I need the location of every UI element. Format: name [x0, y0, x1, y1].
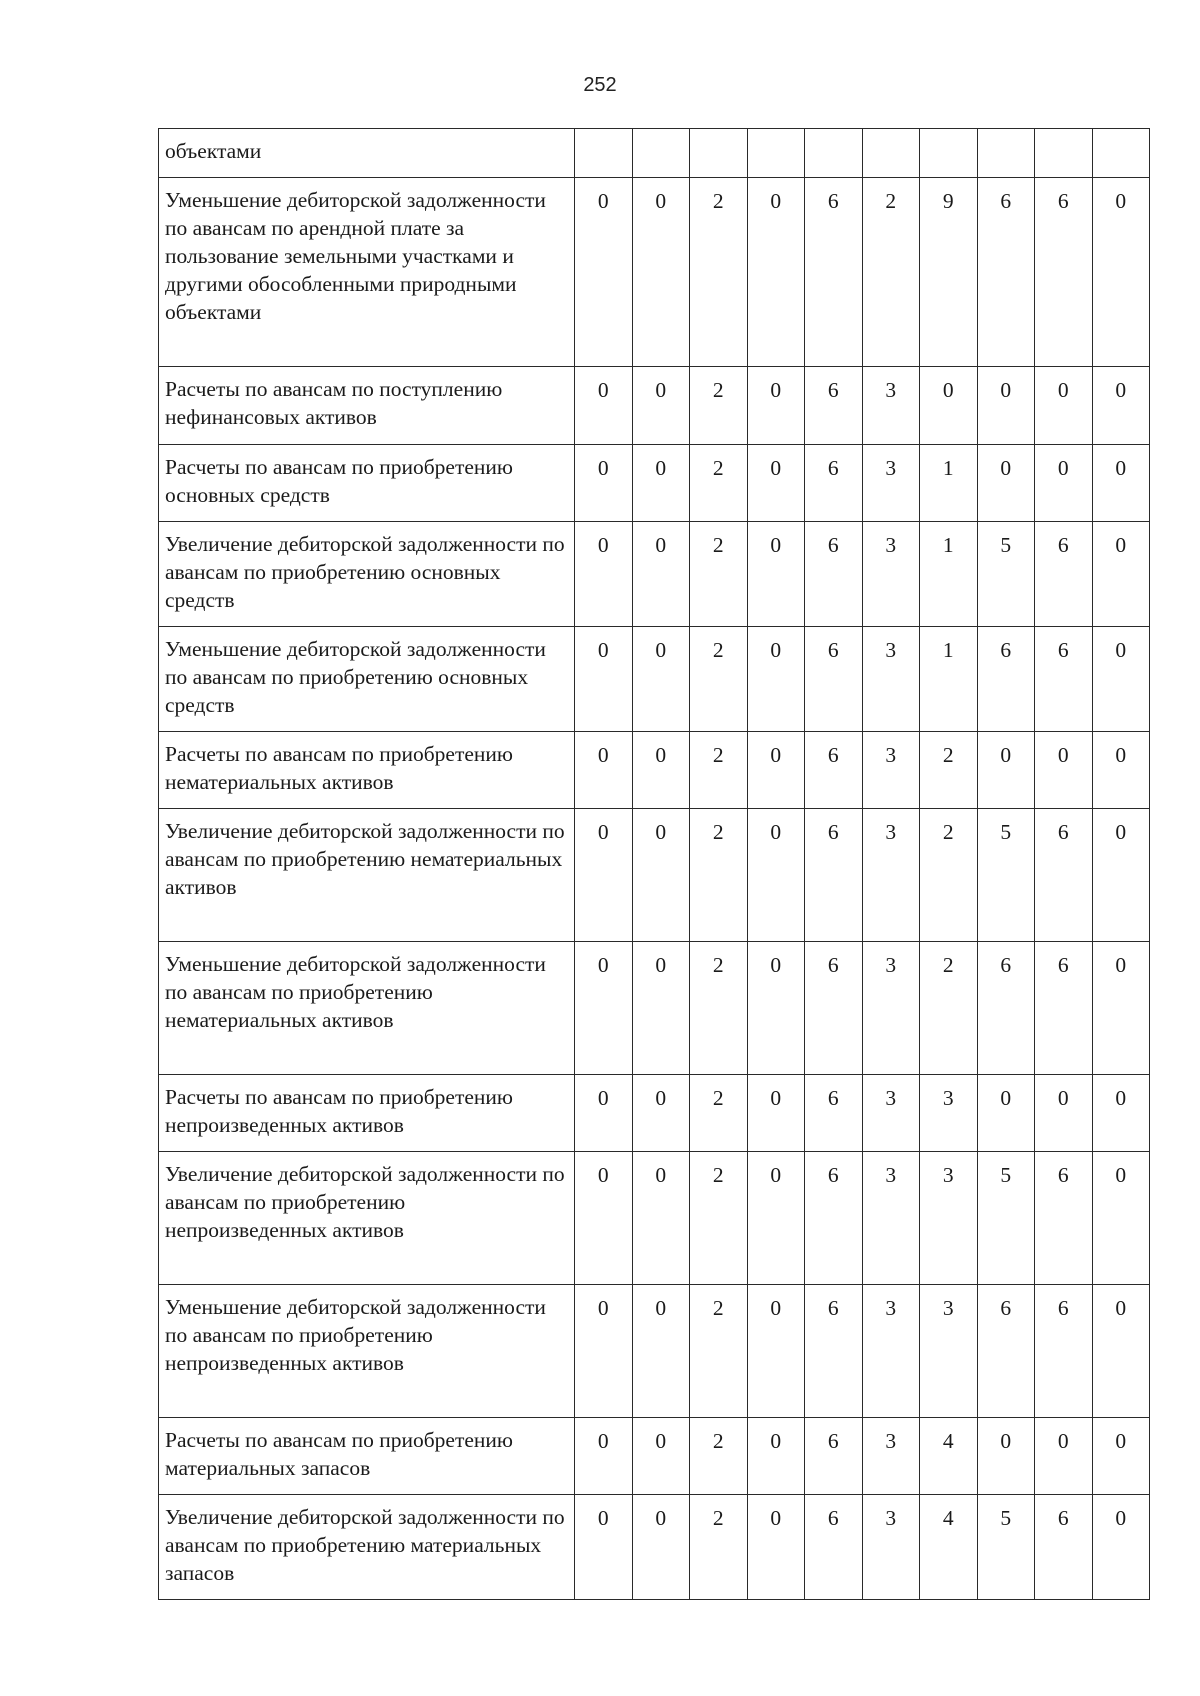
code-digit: 0 [747, 367, 805, 445]
row-label: Уменьшение дебиторской задолженности по авансам по приобретению непроизведенных активов [159, 1285, 575, 1418]
code-digit: 3 [862, 1285, 920, 1418]
code-digit: 2 [862, 178, 920, 367]
code-digit: 3 [862, 522, 920, 627]
code-digit: 0 [1092, 1418, 1150, 1495]
code-digit: 0 [632, 1495, 690, 1600]
code-digit: 3 [920, 1152, 978, 1285]
code-digit [862, 129, 920, 178]
code-digit: 0 [575, 1152, 633, 1285]
code-digit: 0 [632, 522, 690, 627]
code-digit: 0 [575, 445, 633, 522]
code-digit: 0 [1092, 522, 1150, 627]
code-digit: 6 [1035, 809, 1093, 942]
code-digit: 0 [977, 367, 1035, 445]
row-label: Увеличение дебиторской задолженности по авансам по приобретению непроизведенных активов [159, 1152, 575, 1285]
code-digit: 0 [920, 367, 978, 445]
code-digit: 3 [862, 367, 920, 445]
code-digit: 2 [690, 1285, 748, 1418]
code-digit: 6 [977, 942, 1035, 1075]
code-digit: 3 [862, 1152, 920, 1285]
code-digit: 0 [1092, 1152, 1150, 1285]
code-digit [575, 129, 633, 178]
row-label: Увеличение дебиторской задолженности по авансам по приобретению нематериальных активов [159, 809, 575, 942]
code-digit [632, 129, 690, 178]
code-digit: 0 [1035, 1075, 1093, 1152]
table-row [159, 732, 1150, 809]
code-digit: 0 [632, 809, 690, 942]
code-digit: 9 [920, 178, 978, 367]
code-digit: 6 [805, 809, 863, 942]
code-digit: 3 [920, 1075, 978, 1152]
table-row [159, 129, 1150, 178]
code-digit: 6 [805, 942, 863, 1075]
code-digit: 0 [977, 732, 1035, 809]
code-digit: 6 [805, 367, 863, 445]
code-digit: 0 [977, 1075, 1035, 1152]
code-digit: 5 [977, 1152, 1035, 1285]
table-row [159, 1418, 1150, 1495]
account-code-table [158, 128, 1150, 1600]
code-digit: 2 [690, 522, 748, 627]
table-row [159, 522, 1150, 627]
code-digit: 0 [575, 732, 633, 809]
code-digit: 6 [805, 732, 863, 809]
code-digit: 0 [632, 1075, 690, 1152]
code-digit: 0 [632, 627, 690, 732]
code-digit: 3 [920, 1285, 978, 1418]
code-digit: 3 [862, 809, 920, 942]
code-digit: 0 [747, 1285, 805, 1418]
code-digit: 3 [862, 445, 920, 522]
code-digit: 0 [977, 1418, 1035, 1495]
code-digit: 0 [632, 1152, 690, 1285]
code-digit: 0 [1092, 1075, 1150, 1152]
code-digit: 0 [747, 1075, 805, 1152]
code-digit: 6 [805, 522, 863, 627]
row-label: объектами [159, 129, 575, 178]
row-label: Увеличение дебиторской задолженности по авансам по приобретению основных средств [159, 522, 575, 627]
code-digit: 0 [632, 1418, 690, 1495]
code-digit: 2 [690, 942, 748, 1075]
code-digit: 1 [920, 445, 978, 522]
code-digit: 0 [575, 1285, 633, 1418]
row-label: Расчеты по авансам по приобретению непроизведенных активов [159, 1075, 575, 1152]
row-label: Расчеты по авансам по поступлению нефинансовых активов [159, 367, 575, 445]
code-digit: 0 [575, 522, 633, 627]
code-digit: 0 [1092, 178, 1150, 367]
code-digit: 0 [1035, 445, 1093, 522]
code-digit: 0 [575, 367, 633, 445]
page-number: 252 [583, 74, 617, 96]
code-digit [747, 129, 805, 178]
code-digit: 0 [1035, 367, 1093, 445]
code-digit: 3 [862, 627, 920, 732]
code-digit: 0 [575, 627, 633, 732]
code-digit: 0 [1092, 942, 1150, 1075]
code-digit: 3 [862, 1075, 920, 1152]
table-row [159, 1495, 1150, 1600]
code-digit: 0 [575, 809, 633, 942]
code-digit: 2 [690, 178, 748, 367]
code-digit: 6 [805, 1285, 863, 1418]
row-label: Увеличение дебиторской задолженности по авансам по приобретению материальных запасов [159, 1495, 575, 1600]
code-digit: 6 [805, 627, 863, 732]
code-digit: 6 [977, 178, 1035, 367]
table-row [159, 627, 1150, 732]
table-row [159, 367, 1150, 445]
code-digit: 3 [862, 942, 920, 1075]
code-digit: 0 [1092, 627, 1150, 732]
code-digit: 0 [747, 522, 805, 627]
code-digit: 0 [632, 178, 690, 367]
code-digit: 0 [1035, 732, 1093, 809]
code-digit: 6 [1035, 1495, 1093, 1600]
code-digit: 2 [690, 1418, 748, 1495]
code-digit: 0 [747, 627, 805, 732]
code-digit: 0 [747, 445, 805, 522]
code-digit: 0 [747, 1152, 805, 1285]
code-digit: 6 [805, 1152, 863, 1285]
code-digit: 6 [805, 1495, 863, 1600]
table-row [159, 942, 1150, 1075]
code-digit: 2 [690, 809, 748, 942]
code-digit: 5 [977, 522, 1035, 627]
code-digit: 5 [977, 1495, 1035, 1600]
code-digit: 0 [632, 1285, 690, 1418]
code-digit: 0 [632, 732, 690, 809]
row-label: Расчеты по авансам по приобретению основных средств [159, 445, 575, 522]
code-digit: 0 [1092, 732, 1150, 809]
code-digit: 2 [690, 445, 748, 522]
row-label: Уменьшение дебиторской задолженности по авансам по арендной плате за пользование земельными участками и другими обособленными природными объектами [159, 178, 575, 367]
code-digit: 6 [805, 1418, 863, 1495]
code-digit: 6 [1035, 522, 1093, 627]
code-digit [690, 129, 748, 178]
code-digit: 0 [747, 178, 805, 367]
code-digit: 0 [632, 367, 690, 445]
code-digit: 6 [1035, 178, 1093, 367]
code-digit: 6 [977, 627, 1035, 732]
code-digit: 2 [690, 1152, 748, 1285]
code-digit: 3 [862, 732, 920, 809]
code-digit: 0 [1092, 1285, 1150, 1418]
code-digit [1035, 129, 1093, 178]
code-digit [977, 129, 1035, 178]
code-digit: 0 [747, 942, 805, 1075]
code-digit: 6 [1035, 942, 1093, 1075]
row-label: Уменьшение дебиторской задолженности по авансам по приобретению нематериальных активов [159, 942, 575, 1075]
code-digit: 0 [1092, 367, 1150, 445]
code-digit: 2 [690, 627, 748, 732]
code-digit: 0 [575, 942, 633, 1075]
table-row [159, 809, 1150, 942]
code-digit: 1 [920, 627, 978, 732]
code-digit: 0 [977, 445, 1035, 522]
code-digit: 6 [1035, 627, 1093, 732]
code-digit: 0 [575, 1418, 633, 1495]
code-digit: 0 [1092, 445, 1150, 522]
code-digit: 0 [632, 942, 690, 1075]
table-row [159, 178, 1150, 367]
code-digit: 0 [1035, 1418, 1093, 1495]
code-digit: 1 [920, 522, 978, 627]
code-digit [805, 129, 863, 178]
code-digit: 0 [747, 732, 805, 809]
code-digit: 4 [920, 1495, 978, 1600]
table-row [159, 1285, 1150, 1418]
code-digit: 6 [977, 1285, 1035, 1418]
table-body [159, 129, 1150, 1600]
code-digit: 2 [690, 1075, 748, 1152]
code-digit: 0 [747, 1495, 805, 1600]
code-digit: 2 [920, 809, 978, 942]
code-digit: 2 [920, 732, 978, 809]
code-digit [1092, 129, 1150, 178]
code-digit: 6 [805, 178, 863, 367]
row-label: Расчеты по авансам по приобретению нематериальных активов [159, 732, 575, 809]
table-row [159, 1152, 1150, 1285]
code-digit: 3 [862, 1495, 920, 1600]
code-digit [920, 129, 978, 178]
code-digit: 2 [690, 732, 748, 809]
code-digit: 2 [690, 367, 748, 445]
table-row [159, 1075, 1150, 1152]
code-digit: 0 [575, 1495, 633, 1600]
code-digit: 2 [690, 1495, 748, 1600]
code-digit: 0 [1092, 809, 1150, 942]
code-digit: 0 [747, 1418, 805, 1495]
code-digit: 5 [977, 809, 1035, 942]
row-label: Расчеты по авансам по приобретению материальных запасов [159, 1418, 575, 1495]
table-row [159, 445, 1150, 522]
code-digit: 0 [575, 1075, 633, 1152]
row-label: Уменьшение дебиторской задолженности по авансам по приобретению основных средств [159, 627, 575, 732]
code-digit: 6 [1035, 1285, 1093, 1418]
code-digit: 6 [805, 445, 863, 522]
code-digit: 0 [632, 445, 690, 522]
code-digit: 6 [805, 1075, 863, 1152]
code-digit: 0 [575, 178, 633, 367]
code-digit: 0 [747, 809, 805, 942]
code-digit: 4 [920, 1418, 978, 1495]
code-digit: 3 [862, 1418, 920, 1495]
code-digit: 6 [1035, 1152, 1093, 1285]
code-digit: 2 [920, 942, 978, 1075]
code-digit: 0 [1092, 1495, 1150, 1600]
